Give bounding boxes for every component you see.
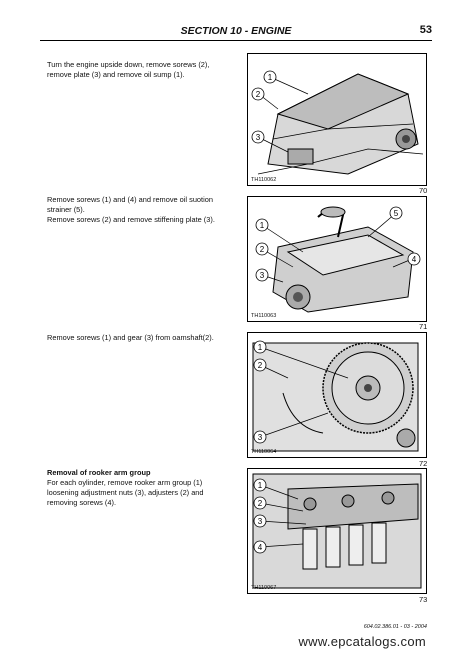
step-4-text xyxy=(47,468,230,508)
step-1-paragraph: Turn the engine upside down, remove sorews (2), remove plate (3) and remove oil sump (1). xyxy=(47,60,210,79)
step-1-text xyxy=(47,60,230,80)
callout-3: 3 xyxy=(257,517,263,526)
camshaft-gear-illustration xyxy=(248,333,426,457)
figure-number: 71 xyxy=(419,322,428,331)
website-link[interactable]: www.epcatalogs.com xyxy=(298,634,426,649)
callout-3: 3 xyxy=(257,433,263,442)
figure-code: TH110067 xyxy=(251,585,277,591)
callout-2: 2 xyxy=(257,499,263,508)
oil-sump-illustration xyxy=(248,54,426,185)
section-title: SECTION 10 - ENGINE xyxy=(180,25,292,37)
figure-number: 70 xyxy=(419,186,428,195)
step-4-heading: Removal of rooker arm group xyxy=(47,468,151,477)
step-2-text xyxy=(47,195,230,225)
step-2-paragraph-1: Remove sorews (1) and (4) and remove oil suotion strainer (5). xyxy=(47,195,213,214)
page-header xyxy=(40,24,432,40)
callout-3: 3 xyxy=(255,133,261,142)
callout-1: 1 xyxy=(257,343,263,352)
callout-4: 4 xyxy=(411,255,417,264)
callout-4: 4 xyxy=(257,543,263,552)
callout-3: 3 xyxy=(259,271,265,280)
callout-1: 1 xyxy=(267,73,273,82)
rocker-arm-illustration xyxy=(248,469,426,593)
step-3-text xyxy=(47,333,230,343)
callout-1: 1 xyxy=(257,481,263,490)
figure-71 xyxy=(247,196,427,322)
oil-strainer-illustration xyxy=(248,197,426,321)
figure-number: 72 xyxy=(419,459,428,468)
header-rule xyxy=(40,40,432,41)
step-2-paragraph-2: Remove sorews (2) and remove stiffening plate (3). xyxy=(47,215,215,224)
figure-70 xyxy=(247,53,427,186)
figure-73 xyxy=(247,468,427,594)
step-3-paragraph: Remove sorews (1) and gear (3) from oamshaft(2). xyxy=(47,333,214,342)
step-4-paragraph: For each oylinder, remove rooker arm group (1) loosening adjustment nuts (3), adjusters (2) and removing sorews (4). xyxy=(47,478,204,507)
document-reference: 604.02.386.01 - 03 - 2004 xyxy=(363,624,427,630)
callout-2: 2 xyxy=(257,361,263,370)
figure-code: TH110062 xyxy=(251,177,277,183)
figure-code: TH110064 xyxy=(251,449,277,455)
callout-2: 2 xyxy=(259,245,265,254)
page-number: 53 xyxy=(419,24,432,36)
figure-72 xyxy=(247,332,427,458)
callout-5: 5 xyxy=(393,209,399,218)
callout-2: 2 xyxy=(255,90,261,99)
figure-code: TH110063 xyxy=(251,313,277,319)
figure-number: 73 xyxy=(419,595,428,604)
callout-1: 1 xyxy=(259,221,265,230)
